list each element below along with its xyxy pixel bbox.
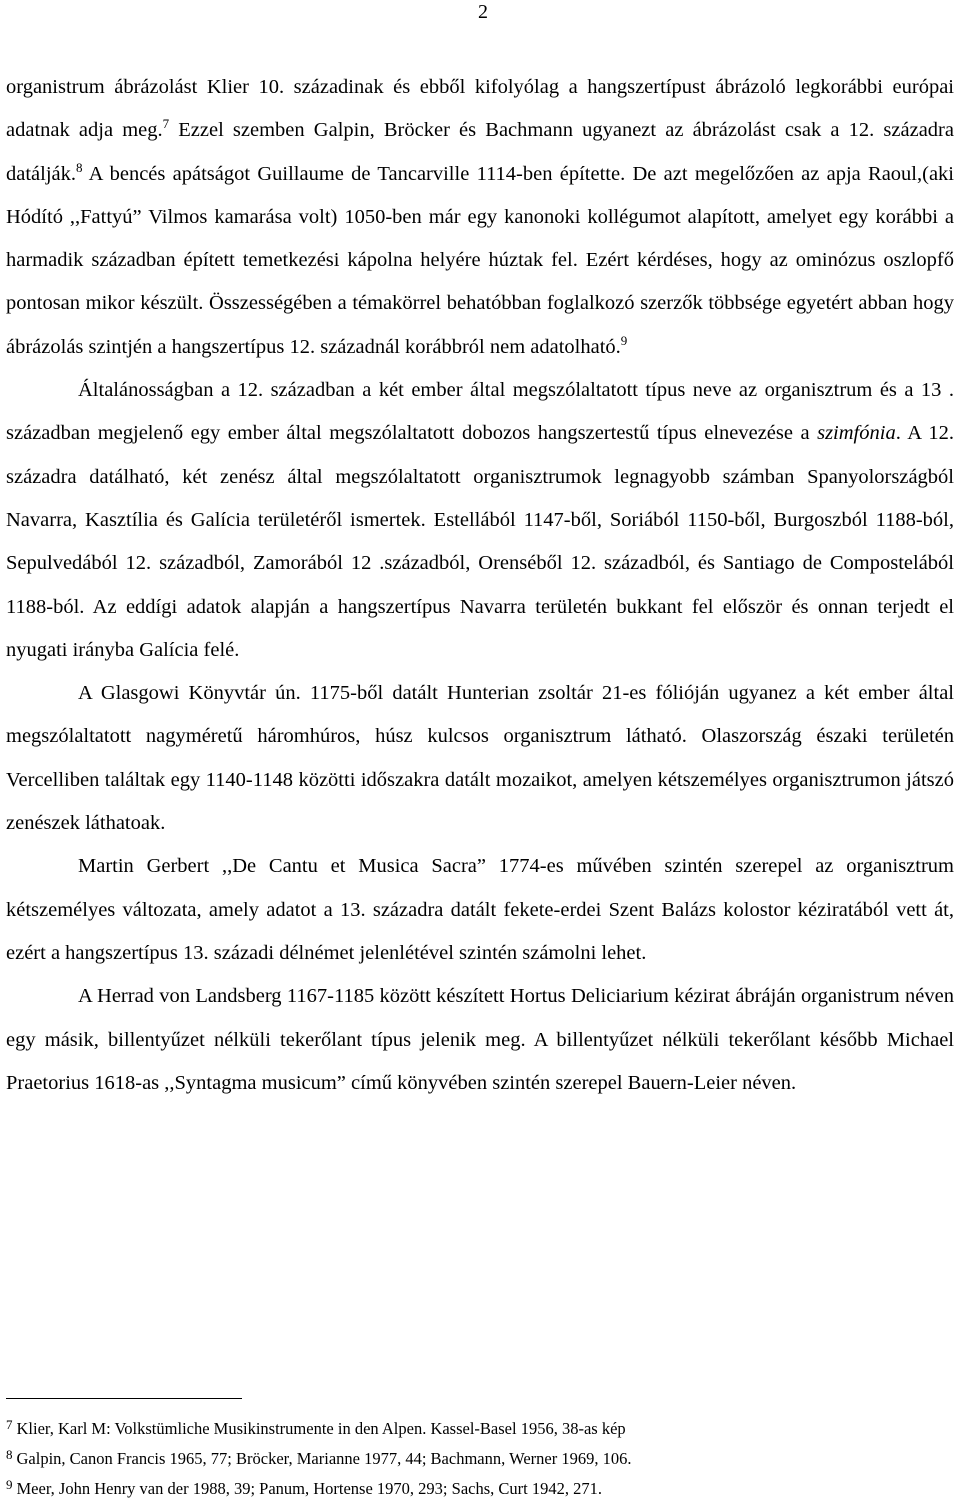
paragraph-text: organistrum ábrázolást Klier 10. századinak és ebből kifolyólag a hangszertípust ábrázoló legkorábbi európai adatnak adja meg.: [6, 76, 954, 142]
footnote-9: [6, 1472, 954, 1502]
footnote-8: [6, 1442, 954, 1472]
paragraph-3: [6, 672, 954, 845]
footnote-number: 8: [6, 1447, 13, 1462]
footnote-ref-7: 7: [162, 116, 170, 132]
paragraph-4: [6, 845, 954, 975]
page-number: 2: [478, 1, 488, 23]
paragraph-2: [6, 369, 954, 672]
footnote-ref-8: 8: [76, 159, 83, 175]
paragraph-text: A bencés apátságot Guillaume de Tancarville 1114-ben építette. De azt megelőzően az apja Raoul,(aki Hódító ,,Fattyú” Vilmos kamarása volt) 1050-ben már egy kanonoki kollégumot alapított, amelyet egy korábbi a harmadik században épített temetkezési kápolna helyére húztak fel. Ezért kérdéses, hogy az ominózus oszlopfő pontosan mikor készült. Összességében a témakörrel behatóbban foglalkozó szerzők többsége egyetért abban hogy ábrázolás szintjén a hangszertípus 12. századnál korábbról nem adatolható.: [6, 162, 954, 358]
footnote-number: 9: [6, 1477, 13, 1492]
paragraph-1: [6, 66, 954, 369]
footnote-number: 7: [6, 1417, 13, 1432]
body-text: [6, 66, 954, 1105]
paragraph-5: [6, 975, 954, 1105]
footnote-text: Meer, John Henry van der 1988, 39; Panum, Hortense 1970, 293; Sachs, Curt 1942, 271.: [16, 1479, 602, 1498]
footnote-text: Klier, Karl M: Volkstümliche Musikinstrumente in den Alpen. Kassel-Basel 1956, 38-as kép: [16, 1419, 626, 1438]
footnotes: [6, 1412, 954, 1502]
footnote-separator: [6, 1398, 242, 1399]
footnote-7: [6, 1412, 954, 1442]
italic-term: szimfónia: [817, 422, 896, 445]
paragraph-text: A Glasgowi Könyvtár ún. 1175-ből datált Hunterian zsoltár 21-es fólióján ugyanez a két ember által megszólaltatott nagyméretű háromhúros, húsz kulcsos organisztrum látható. Olaszország északi területén Vercelliben találtak egy 1140-1148 közötti időszakra datált mozaikot, amelyen kétszemélyes organisztrumon játszó zenészek láthatoak.: [6, 682, 954, 835]
paragraph-text: Martin Gerbert ,,De Cantu et Musica Sacra” 1774-es művében szintén szerepel az organisztrum kétszemélyes változata, amely adatot a 13. századra datált fekete-erdei Szent Balázs kolostor kéziratából vett át, ezért a hangszertípus 13. századi délnémet jelenlétével szintén számolni lehet.: [6, 855, 954, 964]
paragraph-text: A Herrad von Landsberg 1167-1185 között készített Hortus Deliciarium kézirat ábráján organistrum néven egy másik, billentyűzet nélküli tekerőlant típus jelenik meg. A billentyűzet nélküli tekerőlant később Michael Praetorius 1618-as ,,Syntagma musicum” című könyvében szintén szerepel Bauern-Leier néven.: [6, 985, 954, 1094]
paragraph-text: Általánosságban a 12. században a két ember által megszólaltatott típus neve az organisztrum és a 13 . században megjelenő egy ember által megszólaltatott dobozos hangszertestű típus elnevezése a: [6, 379, 954, 445]
paragraph-text: Ezzel szemben Galpin, Bröcker és Bachmann ugyanezt az ábrázolást csak a 12. századra datálják.: [6, 119, 954, 185]
footnote-text: Galpin, Canon Francis 1965, 77; Bröcker, Marianne 1977, 44; Bachmann, Werner 1969, 106.: [16, 1449, 632, 1468]
footnote-ref-9: 9: [620, 332, 628, 348]
paragraph-text: . A 12. századra datálható, két zenész által megszólaltatott organisztrumok legnagyobb számban Spanyolországból Navarra, Kasztília és Galícia területéről ismertek. Estellából 1147-ből, Soriából 1150-ből, Burgoszból 1188-ból, Sepulvedából 12. századból, Zamorából 12 .századból, Orenséből 12. századból, és Santiago de Compostelából 1188-ból. Az eddígi adatok alapján a hangszertípus Navarra területén bukkant fel először és onnan terjedt el nyugati irányba Galícia felé.: [6, 422, 954, 661]
